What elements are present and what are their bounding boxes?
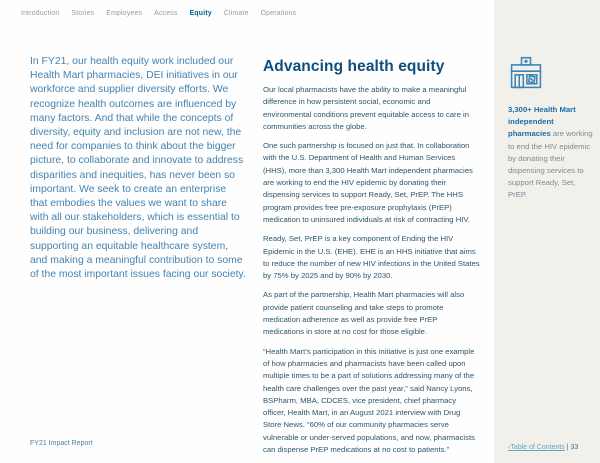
page-number: 33 <box>570 444 579 451</box>
article-paragraph: As part of the partnership, Health Mart pharmacies will also provide patient counseling and take steps to promote medication adherence as well as provide free PrEP medications in store at no cost for those eligible. <box>263 290 465 337</box>
article-paragraph: One such partnership is focused on just that. In collaboration with the U.S. Department of Health and Human Services (HHS), more than 3,300 Health Mart independent pharmacies are working to end the HIV epidemic by donating their dispensing services to support Ready, Set, PrEP. The HHS program provides free pre-exposure prophylaxis (PrEP) medication to uninsured individuals at risk of contracting HIV. <box>263 141 473 224</box>
nav-item-equity[interactable]: Equity <box>189 10 212 17</box>
footer-separator: | <box>564 444 571 451</box>
nav-item-introduction[interactable]: Introduction <box>21 10 60 17</box>
nav-item-access[interactable]: Access <box>154 10 178 17</box>
article-paragraph: Ready, Set, PrEP is a key component of Ending the HIV Epidemic in the U.S. (EHE). EHE is an HHS initiative that aims to reduce the number of new HIV infections in the United States by 75% by 2025 and by 90% by 2030. <box>263 234 480 281</box>
table-of-contents-link[interactable]: ‹Table of Contents <box>508 444 565 451</box>
nav-item-stories[interactable]: Stories <box>71 10 95 17</box>
article-title: Advancing health equity <box>263 58 445 75</box>
sidebar-footer <box>508 444 578 451</box>
article-column <box>263 58 480 463</box>
callout-rest: are working to end the HIV epidemic by donating their dispensing services to support Ready, Set, PrEP. <box>508 129 593 200</box>
callout-highlight: 3,300+ Health Mart independent pharmacies <box>508 105 576 139</box>
article-paragraph: “Health Mart’s participation in this initiative is just one example of how pharmacies and pharmacists have been called upon multiple times to be a part of solutions addressing many of the health care challenges over the past year,” said Nancy Lyons, BSPharm, MBA, CDCES, vice president, chief pharmacy officer, Health Mart, in an August 2021 interview with Drug Store News. “60% of our community pharmacies serve vulnerable or under-served populations, and now, pharmacists can dispense PrEP medications at no cost to patients.” <box>263 346 475 455</box>
top-nav <box>21 10 296 17</box>
nav-item-employees[interactable]: Employees <box>106 10 143 17</box>
nav-item-climate[interactable]: Climate <box>223 10 249 17</box>
callout-sidebar <box>494 0 600 463</box>
nav-item-operations[interactable]: Operations <box>260 10 297 17</box>
report-title: FY21 Impact Report <box>30 440 93 447</box>
article-paragraph: Our local pharmacists have the ability to make a meaningful difference in how persistent social, economic and environmental conditions prevent equitable access to care in communities across the globe. <box>263 85 469 131</box>
intro-highlight-text: In FY21, our health equity work included our Health Mart pharmacies, DEI initiatives in our workforce and supplier diversity efforts. We recognize health outcomes are influenced by many factors. And that while the concepts of diversity, equity and inclusion are not new, the need for companies to think about the bigger picture, to collaborate and innovate to address disparities and inequities, has never been so important. We seek to create an enterprise that embodies the values we want to share with all our stakeholders, which is essential to building our business, delivering and supporting an equitable healthcare system, and making a meaningful contribution to some of the most important issues facing our society. <box>30 56 246 281</box>
intro-column <box>30 55 246 282</box>
pharmacy-storefront-icon <box>508 55 544 91</box>
callout-text <box>508 104 596 202</box>
